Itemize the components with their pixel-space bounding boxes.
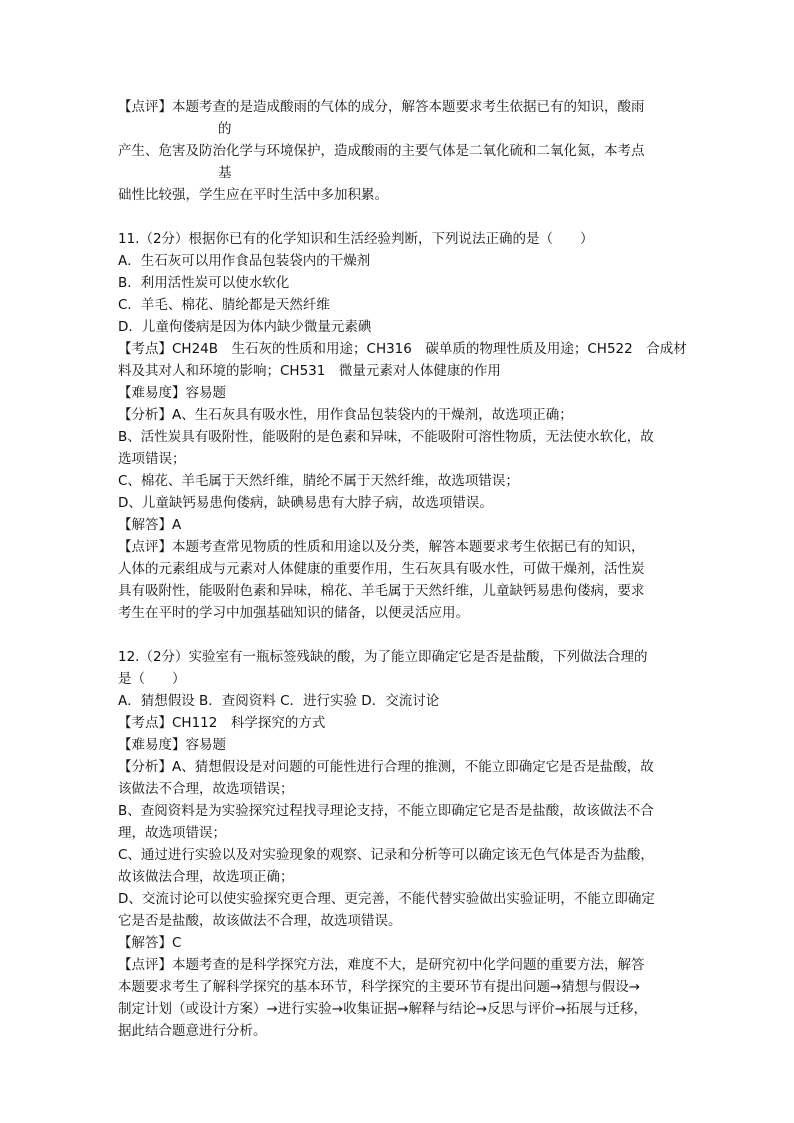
option-c: C．羊毛、棉花、腈纶都是天然纤维 xyxy=(118,297,330,313)
option-d: D．儿童佝偻病是因为体内缺少微量元素碘 xyxy=(118,319,372,335)
spacer xyxy=(118,624,683,646)
analysis-line: D、交流讨论可以使实验探究更合理、更完善，不能代替实验做出实验证明，不能立即确定 xyxy=(118,891,655,907)
question-stem: 11.（2分）根据你已有的化学知识和生活经验判断，下列说法正确的是（ ） xyxy=(118,231,594,247)
analysis-line: D、儿童缺钙易患佝偻病，缺碘易患有大脖子病，故选项错误。 xyxy=(118,495,493,511)
question-11 xyxy=(118,228,687,624)
analysis-line: 【分析】A、猜想假设是对问题的可能性进行合理的推测，不能立即确定它是否是盐酸，故 xyxy=(118,759,654,775)
analysis-line: C、棉花、羊毛属于天然纤维，腈纶不属于天然纤维，故选项错误； xyxy=(118,473,519,489)
previous-comment xyxy=(118,96,683,206)
comment-line: 人体的元素组成与元素对人体健康的重要作用，生石灰具有吸水性，可做干燥剂，活性炭 xyxy=(118,561,645,577)
options-line: A．猜想假设 B．查阅资料 C．进行实验 D．交流讨论 xyxy=(118,693,440,709)
kaodian-line: 料及其对人和环境的影响；CH531 微量元素对人体健康的作用 xyxy=(118,363,501,379)
analysis-line: 故该做法合理，故选项正确； xyxy=(118,869,294,885)
question-stem: 是（ ） xyxy=(118,671,186,687)
text-line: 产生、危害及防治化学与环境保护，造成酸雨的主要气体是二氧化硫和二氧化氮，本考点 xyxy=(118,143,645,159)
spacer xyxy=(118,206,683,228)
analysis-line: B、活性炭具有吸附性，能吸附的是色素和异味，不能吸附可溶性物质，无法使水软化，故 xyxy=(118,429,654,445)
text-line-wrap: 基 xyxy=(218,165,232,181)
comment-line: 考生在平时的学习中加强基础知识的储备，以便灵活应用。 xyxy=(118,605,469,621)
question-stem: 12.（2分）实验室有一瓶标签残缺的酸，为了能立即确定它是否是盐酸，下列做法合理的 xyxy=(118,649,648,665)
analysis-line: 【分析】A、生石灰具有吸水性，用作食品包装袋内的干燥剂，故选项正确； xyxy=(118,407,573,423)
comment-line: 【点评】本题考查常见物质的性质和用途以及分类，解答本题要求考生依据已有的知识， xyxy=(118,539,645,555)
text-line: 【点评】本题考查的是造成酸雨的气体的成分，解答本题要求考生依据已有的知识，酸雨 xyxy=(118,99,645,115)
comment-line: 具有吸附性，能吸附色素和异味，棉花、羊毛属于天然纤维，儿童缺钙易患佝偻病，要求 xyxy=(118,583,645,599)
question-12 xyxy=(118,646,683,1042)
option-b: B．利用活性炭可以使水软化 xyxy=(118,275,290,291)
difficulty: 【难易度】容易题 xyxy=(118,737,226,753)
analysis-line: C、通过进行实验以及对实验现象的观察、记录和分析等可以确定该无色气体是否为盐酸， xyxy=(118,847,654,863)
comment-line: 制定计划（或设计方案）→进行实验→收集证据→解释与结论→反思与评价→拓展与迁移， xyxy=(118,1001,648,1017)
comment-line: 【点评】本题考查的是科学探究方法，难度不大，是研究初中化学问题的重要方法，解答 xyxy=(118,957,645,973)
analysis-line: 它是否是盐酸，故该做法不合理，故选项错误。 xyxy=(118,913,402,929)
option-a: A．生石灰可以用作食品包装袋内的干燥剂 xyxy=(118,253,371,269)
kaodian-line: 【考点】CH24B 生石灰的性质和用途；CH316 碳单质的物理性质及用途；CH522 合成材 xyxy=(118,341,687,357)
difficulty: 【难易度】容易题 xyxy=(118,385,226,401)
comment-line: 据此结合题意进行分析。 xyxy=(118,1023,267,1039)
text-line: 础性比较强，学生应在平时生活中多加积累。 xyxy=(118,187,388,203)
analysis-line: B、查阅资料是为实验探究过程找寻理论支持，不能立即确定它是否是盐酸，故该做法不合 xyxy=(118,803,654,819)
answer: 【解答】C xyxy=(118,935,182,951)
kaodian-line: 【考点】CH112 科学探究的方式 xyxy=(118,715,326,731)
analysis-line: 选项错误； xyxy=(118,451,186,467)
document-page xyxy=(118,96,687,1042)
analysis-line: 理，故选项错误； xyxy=(118,825,226,841)
text-line-wrap: 的 xyxy=(218,121,232,137)
analysis-line: 该做法不合理，故选项错误； xyxy=(118,781,294,797)
comment-line: 本题要求考生了解科学探究的基本环节，科学探究的主要环节有提出问题→猜想与假设→ xyxy=(118,979,641,995)
answer: 【解答】A xyxy=(118,517,182,533)
